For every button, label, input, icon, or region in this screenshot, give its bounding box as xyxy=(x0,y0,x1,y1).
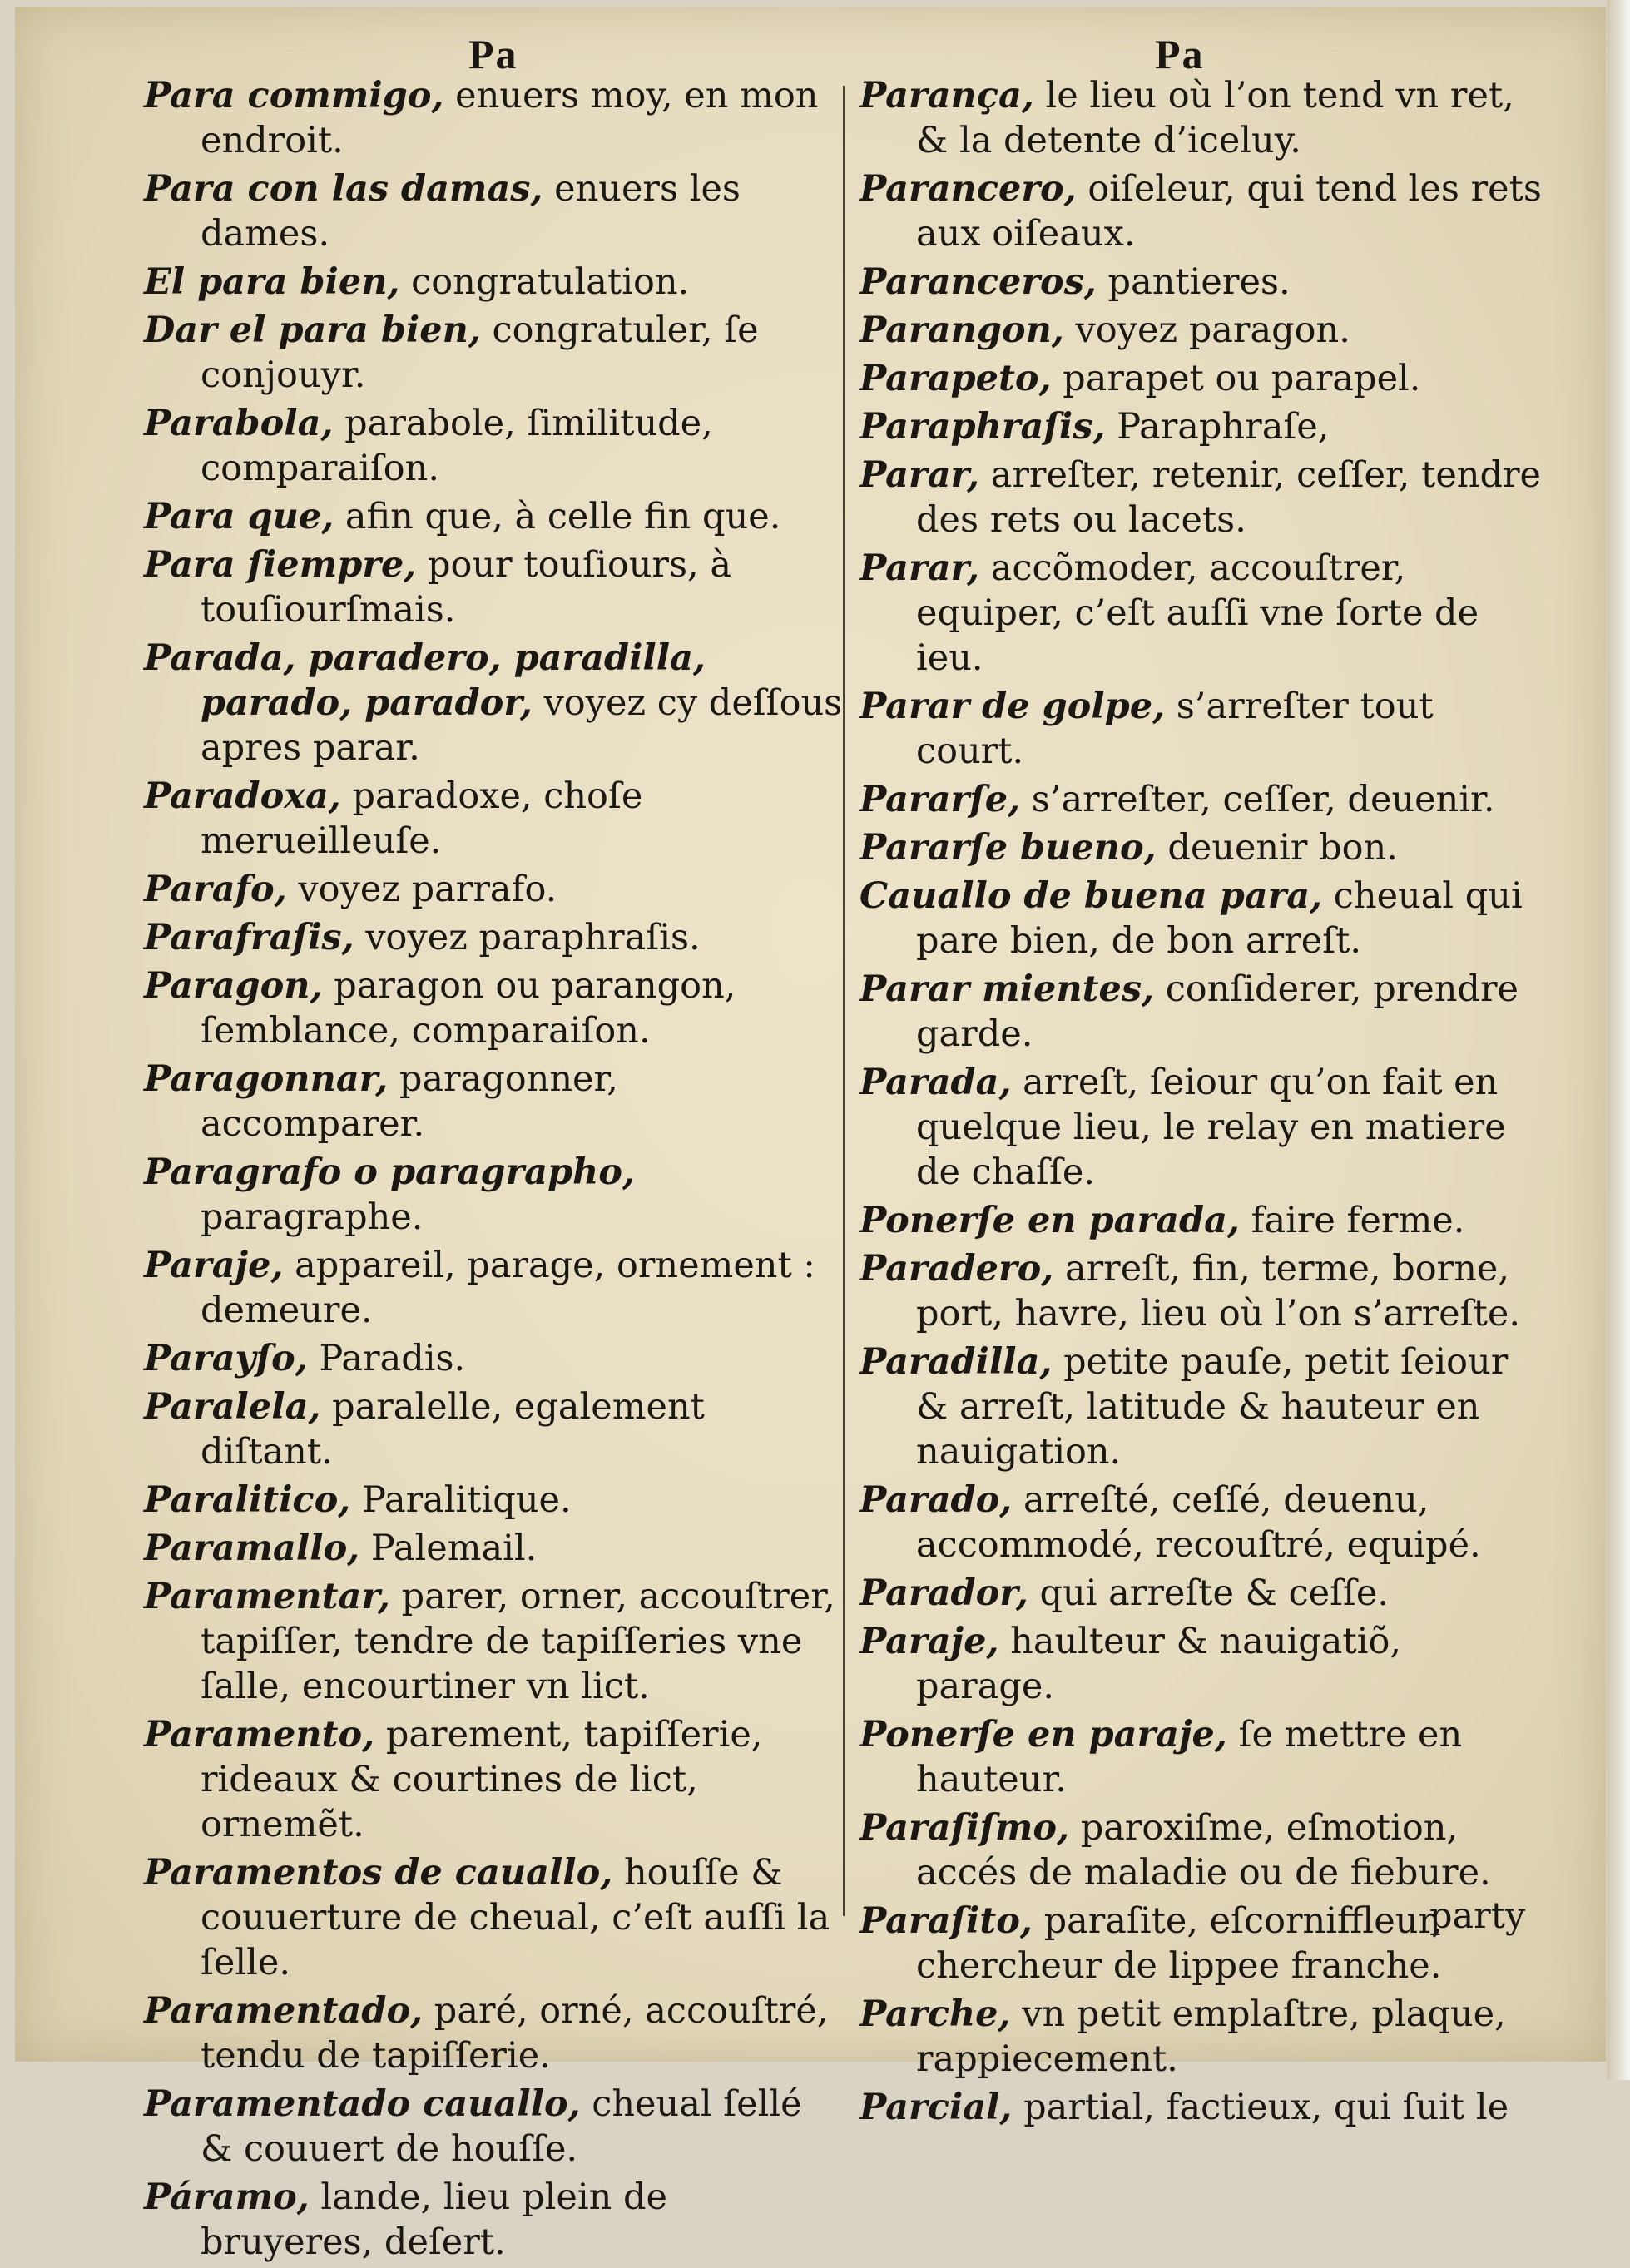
dictionary-entry xyxy=(860,874,1550,963)
running-head-right: Pa xyxy=(1155,31,1205,77)
entry-definition: deuenir bon. xyxy=(1167,827,1398,869)
dictionary-entry xyxy=(860,453,1550,542)
entry-definition: voyez paraphraſis. xyxy=(365,917,701,958)
dictionary-entry xyxy=(860,1805,1550,1895)
entry-headword: Paraje, xyxy=(144,1245,284,1286)
dictionary-entry xyxy=(144,636,843,770)
entry-headword: Paradilla, xyxy=(860,1341,1053,1383)
entry-headword: Parar, xyxy=(860,454,980,496)
entry-headword: Parapeto, xyxy=(860,358,1052,399)
entry-definition: vn petit emplaſtre, plaque, rappiecement. xyxy=(916,1993,1506,2080)
entry-headword: Para con las damas, xyxy=(144,168,543,210)
entry-headword: Paragonnar, xyxy=(144,1058,389,1100)
entry-definition: partial, factieux, qui ſuit le xyxy=(1023,2087,1509,2128)
entry-definition: s’arreſter, ceſſer, deuenir. xyxy=(1031,779,1495,820)
entry-definition: cheual qui pare bien, de bon arreſt. xyxy=(916,875,1523,962)
dictionary-entry xyxy=(144,1243,843,1333)
entry-definition: haulteur & nauigatiõ, parage. xyxy=(916,1621,1402,1707)
dictionary-entry xyxy=(144,2175,843,2265)
dictionary-entry xyxy=(860,1712,1550,1802)
entry-definition: lande, lieu plein de bruyeres, deſert. xyxy=(201,2176,667,2263)
entry-headword: Parangon, xyxy=(860,309,1064,351)
entry-headword: Paraje, xyxy=(860,1621,999,1662)
entry-headword: Ponerſe en paraje, xyxy=(860,1714,1227,1755)
entry-definition: parapet ou parapel. xyxy=(1063,358,1421,399)
entry-definition: s’arreſter tout court. xyxy=(916,686,1434,772)
dictionary-entry xyxy=(144,401,843,491)
entry-headword: Parancero, xyxy=(860,168,1077,210)
entry-definition: arreſt, ſeiour qu’on fait en quelque lieu, le relay en matiere de chaſſe. xyxy=(916,1062,1506,1193)
entry-headword: Para que, xyxy=(144,496,334,537)
entry-definition: conſiderer, prendre garde. xyxy=(916,968,1519,1055)
entry-headword: Paramento, xyxy=(144,1714,375,1755)
dictionary-entry xyxy=(860,1478,1550,1567)
entry-definition: parement, tapiſſerie, rideaux & courtines de lict, ornemẽt. xyxy=(201,1714,763,1845)
dictionary-entry xyxy=(144,2082,843,2171)
dictionary-entry xyxy=(860,1340,1550,1474)
entry-definition: qui arreſte & ceſſe. xyxy=(1039,1572,1390,1614)
entry-definition: le lieu où l’on tend vn ret, & la detente d’iceluy. xyxy=(916,75,1514,161)
entry-definition: oiſeleur, qui tend les rets aux oiſeaux. xyxy=(916,168,1542,255)
entry-headword: El para bien, xyxy=(144,261,400,303)
entry-definition: enuers moy, en mon endroit. xyxy=(201,75,819,161)
column-rule xyxy=(843,86,845,1916)
entry-headword: Paraſito, xyxy=(860,1900,1033,1942)
entry-definition: paradoxe, choſe merueilleuſe. xyxy=(201,775,643,862)
entry-headword: Paramentar, xyxy=(144,1576,390,1617)
entry-headword: Paradoxa, xyxy=(144,775,341,817)
entry-definition: paragonner, accomparer. xyxy=(201,1058,618,1145)
entry-definition: Paradis. xyxy=(319,1338,466,1379)
dictionary-entry xyxy=(144,1574,843,1709)
dictionary-entry xyxy=(144,1336,843,1381)
page-edge xyxy=(1607,0,1630,2080)
entry-definition: petite pauſe, petit ſeiour & arreſt, latitude & hauteur en nauigation. xyxy=(916,1341,1509,1473)
dictionary-entry xyxy=(860,1619,1550,1709)
entry-headword: Paralela, xyxy=(144,1386,321,1428)
entry-definition: Palemail. xyxy=(370,1528,538,1569)
entry-headword: Parcial, xyxy=(860,2087,1013,2128)
entry-definition: Paralitique. xyxy=(361,1479,572,1521)
dictionary-entry xyxy=(860,546,1550,681)
entry-headword: Paraſiſmo, xyxy=(860,1807,1070,1849)
entry-definition: arreſt, fin, terme, borne, port, havre, lieu où l’on s’arreſte. xyxy=(916,1248,1521,1335)
entry-definition: ſe mettre en hauteur. xyxy=(916,1714,1463,1800)
dictionary-entry xyxy=(860,356,1550,401)
entry-headword: Parador, xyxy=(860,1572,1028,1614)
dictionary-entry xyxy=(144,1057,843,1146)
entry-definition: enuers les dames. xyxy=(201,168,741,255)
dictionary-entry xyxy=(860,73,1550,163)
entry-definition: Paraphraſe, xyxy=(1117,406,1330,448)
entry-definition: accõmoder, accouſtrer, equiper, c’eſt auſſi vne ſorte de ieu. xyxy=(916,547,1479,679)
dictionary-entry xyxy=(860,1571,1550,1616)
dictionary-entry xyxy=(144,308,843,398)
entry-definition: parabole, ſimilitude, comparaiſon. xyxy=(201,403,713,489)
dictionary-entry xyxy=(144,494,843,539)
entry-headword: Paramentos de cauallo, xyxy=(144,1852,613,1894)
entry-definition: cheual ſellé & couuert de houſſe. xyxy=(201,2083,802,2170)
entry-headword: Parabola, xyxy=(144,403,334,444)
entry-definition: faire ferme. xyxy=(1251,1200,1465,1241)
dictionary-entry xyxy=(144,1850,843,1985)
dictionary-entry xyxy=(144,166,843,256)
dictionary-entry xyxy=(144,1384,843,1474)
dictionary-entry xyxy=(860,967,1550,1057)
entry-definition: paroxiſme, eſmotion, accés de maladie ou de fiebure. xyxy=(916,1807,1491,1894)
dictionary-entry xyxy=(860,2085,1550,2130)
dictionary-entry xyxy=(860,1060,1550,1195)
dictionary-entry xyxy=(860,1198,1550,1243)
entry-headword: Paraphraſis, xyxy=(860,406,1106,448)
entry-headword: Para ſiempre, xyxy=(144,544,417,586)
entry-headword: Paramentado cauallo, xyxy=(144,2083,581,2125)
entry-definition: pantieres. xyxy=(1107,261,1291,303)
entry-headword: Cauallo de buena para, xyxy=(860,875,1323,917)
dictionary-entry xyxy=(144,774,843,864)
entry-definition: paré, orné, accouſtré, tendu de tapiſſerie. xyxy=(201,1990,829,2077)
entry-definition: congratulation. xyxy=(411,261,690,303)
entry-headword: Parar, xyxy=(860,547,980,589)
entry-definition: arreſter, retenir, ceſſer, tendre des rets ou lacets. xyxy=(916,454,1542,541)
dictionary-entry xyxy=(144,542,843,632)
dictionary-entry xyxy=(144,260,843,305)
entry-headword: Parafraſis, xyxy=(144,917,354,958)
entry-headword: Ponerſe en parada, xyxy=(860,1200,1240,1241)
running-head-left: Pa xyxy=(468,31,518,77)
dictionary-entry xyxy=(860,260,1550,305)
entry-definition: congratuler, ſe conjouyr. xyxy=(201,309,759,396)
entry-definition: arreſté, ceſſé, deuenu, accommodé, recouſtré, equipé. xyxy=(916,1479,1481,1566)
entry-definition: paragon ou parangon, ſemblance, comparaiſon. xyxy=(201,965,736,1052)
entry-definition: voyez paragon. xyxy=(1075,309,1350,351)
entry-headword: Parche, xyxy=(860,1993,1011,2035)
entry-headword: Paramentado, xyxy=(144,1990,424,2032)
dictionary-entry xyxy=(144,73,843,163)
entry-definition: voyez cy deſſous apres parar. xyxy=(201,682,843,769)
entry-headword: Pararſe, xyxy=(860,779,1021,820)
entry-headword: Para commigo, xyxy=(144,75,444,116)
dictionary-entry xyxy=(860,1246,1550,1336)
entry-headword: Paralitico, xyxy=(144,1479,351,1521)
dictionary-entry xyxy=(144,1712,843,1847)
entry-definition: paralelle, egalement diſtant. xyxy=(201,1386,705,1473)
entry-definition: afin que, à celle fin que. xyxy=(344,496,781,537)
entry-headword: Paragrafo o paragrapho, xyxy=(144,1151,635,1193)
entry-headword: Paragon, xyxy=(144,965,323,1007)
entry-headword: Pararſe bueno, xyxy=(860,827,1157,869)
entry-headword: Dar el para bien, xyxy=(144,309,481,351)
dictionary-entry xyxy=(860,777,1550,822)
dictionary-entry xyxy=(144,915,843,960)
entry-headword: Páramo, xyxy=(144,2176,310,2218)
dictionary-entry xyxy=(144,1988,843,2078)
dictionary-entry xyxy=(860,166,1550,256)
dictionary-entry xyxy=(860,825,1550,870)
dictionary-entry xyxy=(144,1478,843,1523)
entry-definition: paraſite, eſcornifflеur, chercheur de lippee franche. xyxy=(916,1900,1443,1987)
catchword: party xyxy=(1429,1895,1526,1937)
entry-headword: Parada, paradero, paradilla, parado, parador, xyxy=(144,637,706,724)
entry-headword: Parar de golpe, xyxy=(860,686,1166,727)
entry-definition: appareil, parage, ornement : demeure. xyxy=(201,1245,815,1331)
dictionary-entry xyxy=(144,1150,843,1240)
entry-definition: parer, orner, accouſtrer, tapiſſer, tendre de tapiſſeries vne ſalle, encourtiner vn lict. xyxy=(201,1576,835,1707)
dictionary-entry xyxy=(860,308,1550,353)
book-page xyxy=(15,7,1606,2263)
entry-definition: pour touſiours, à touſiourſmais. xyxy=(201,544,731,631)
dictionary-entry xyxy=(860,404,1550,449)
dictionary-entry xyxy=(860,1992,1550,2082)
right-column xyxy=(860,73,1550,2133)
dictionary-entry xyxy=(144,1526,843,1571)
entry-headword: Parafo, xyxy=(144,869,287,910)
dictionary-entry xyxy=(144,963,843,1053)
entry-definition: paragraphe. xyxy=(201,1196,424,1238)
entry-headword: Parada, xyxy=(860,1062,1012,1103)
entry-headword: Paranceros, xyxy=(860,261,1097,303)
entry-headword: Parar mientes, xyxy=(860,968,1155,1010)
entry-definition: voyez parrafo. xyxy=(298,869,557,910)
entry-headword: Parança, xyxy=(860,75,1034,116)
entry-headword: Parayſo, xyxy=(144,1338,308,1379)
entry-headword: Paradero, xyxy=(860,1248,1054,1290)
entry-definition: houſſe & couuerture de cheual, c’eſt auſſi la ſelle. xyxy=(201,1852,830,1983)
left-column xyxy=(144,73,843,2268)
entry-headword: Paramallo, xyxy=(144,1528,360,1569)
entry-headword: Parado, xyxy=(860,1479,1013,1521)
dictionary-entry xyxy=(860,684,1550,774)
dictionary-entry xyxy=(144,867,843,912)
